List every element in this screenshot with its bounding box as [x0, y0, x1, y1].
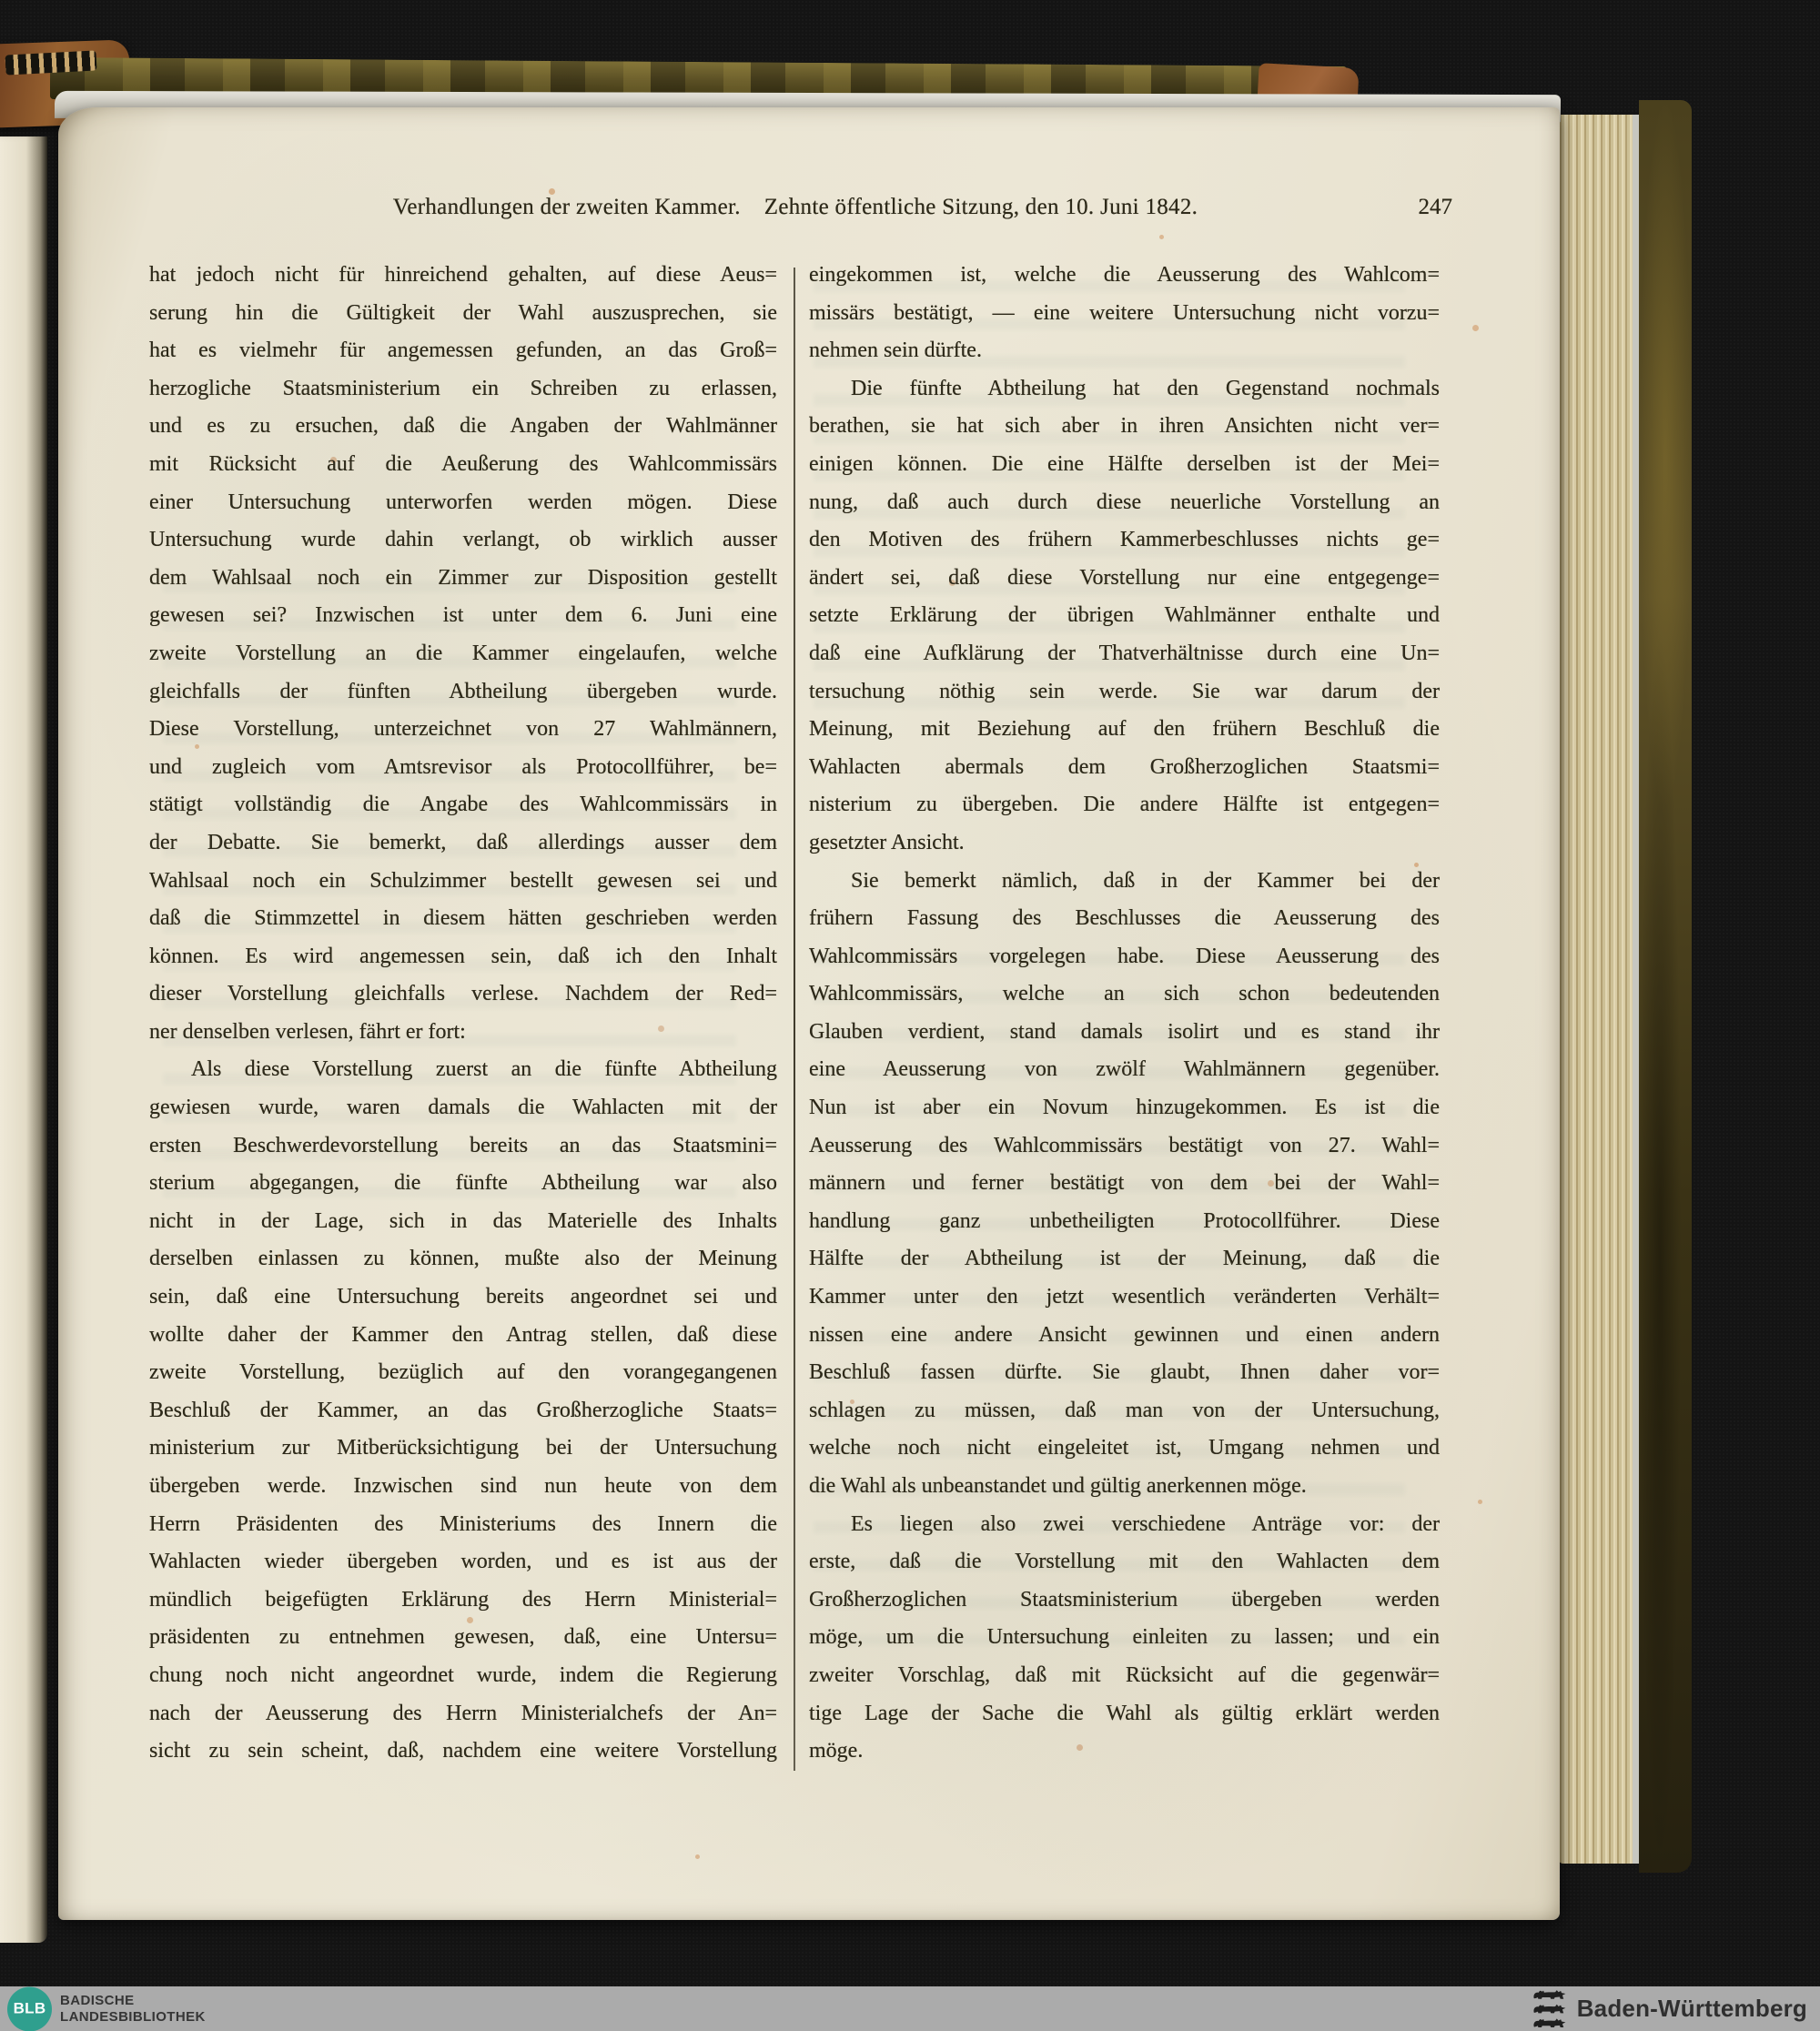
blb-abbr: BLB [13, 1999, 46, 2017]
text-line: Beschluß fassen dürfte. Sie glaubt, Ihnen daher vor= [809, 1360, 1440, 1385]
text-line: zweite Vorstellung an die Kammer eingelaufen, welche [149, 641, 777, 665]
text-line: einigen können. Die eine Hälfte derselben ist der Mei= [809, 451, 1440, 476]
text-line: eingekommen ist, welche die Aeusserung des Wahlcom= [809, 263, 1440, 287]
text-line: tige Lage der Sache die Wahl als gültig erklärt werden [809, 1701, 1440, 1725]
state-label: Baden-Württemberg [1576, 1995, 1807, 2022]
text-line: nehmen sein dürfte. [809, 338, 982, 363]
page-header [149, 195, 1441, 231]
book-cover-edge [1639, 100, 1692, 1873]
text-line: nung, daß auch durch diese neuerliche Vorstellung an [809, 490, 1440, 514]
text-line: den Motiven des frühern Kammerbeschlusses nichts ge= [809, 528, 1440, 552]
text-line: tersuchung nöthig sein werde. Sie war darum der [809, 679, 1440, 703]
library-name [60, 1993, 206, 2026]
text-line: mündlich beigefügten Erklärung des Herrn Ministerial= [149, 1587, 777, 1612]
text-line: möge, um die Untersuchung einleiten zu lassen; und ein [809, 1625, 1440, 1650]
text-line: stätigt vollständig die Angabe des Wahlcommissärs in [149, 793, 777, 817]
text-line: Sie bemerkt nämlich, daß in der Kammer bei der [851, 868, 1440, 893]
text-line: Kammer unter den jetzt wesentlich veränderten Verhält= [809, 1285, 1440, 1309]
text-line: dem Wahlsaal noch ein Zimmer zur Disposition gestellt [149, 565, 777, 590]
text-line: sicht zu sein scheint, daß, nachdem eine weitere Vorstellung [149, 1739, 777, 1763]
text-line: eine Aeusserung von zwölf Wahlmännern gegenüber. [809, 1057, 1440, 1082]
library-name-line2: LANDESBIBLIOTHEK [60, 2008, 206, 2025]
text-line: Wahlacten abermals dem Großherzoglichen Staatsmi= [809, 754, 1440, 779]
header-title: Verhandlungen der zweiten Kammer. [392, 195, 741, 219]
header-subtitle: Zehnte öffentliche Sitzung, den 10. Juni 1842. [763, 195, 1198, 219]
text-line: wollte daher der Kammer den Antrag stellen, daß diese [149, 1322, 777, 1347]
text-line: Glauben verdient, stand damals isolirt und es stand ihr [809, 1019, 1440, 1044]
text-line: nach der Aeusserung des Herrn Ministerialchefs der An= [149, 1701, 777, 1725]
text-line: welche noch nicht eingeleitet ist, Umgang nehmen und [809, 1436, 1440, 1460]
text-line: nicht in der Lage, sich in das Materielle des Inhalts [149, 1208, 777, 1233]
text-line: missärs bestätigt, — eine weitere Untersuchung nicht vorzu= [809, 300, 1440, 325]
text-line: Beschluß der Kammer, an das Großherzogliche Staats= [149, 1398, 777, 1422]
text-column-left [149, 257, 777, 1771]
book-fore-edge-pages [1558, 115, 1639, 1864]
state-branding [1532, 1988, 1807, 2030]
text-line: gesetzter Ansicht. [809, 830, 965, 854]
text-line: daß die Stimmzettel in diesem hätten geschrieben werden [149, 906, 777, 931]
text-line: Wahlacten wieder übergeben worden, und es ist aus der [149, 1550, 777, 1574]
text-line: können. Es wird angemessen sein, daß ich den Inhalt [149, 944, 777, 968]
text-line: Als diese Vorstellung zuerst an die fünfte Abtheilung [191, 1057, 777, 1082]
text-line: Wahlsaal noch ein Schulzimmer bestellt gewesen sei und [149, 868, 777, 893]
text-line: gewiesen wurde, waren damals die Wahlacten mit der [149, 1096, 777, 1120]
text-line: herzogliche Staatsministerium ein Schreiben zu erlassen, [149, 376, 777, 400]
text-line: männern und ferner bestätigt von dem bei der Wahl= [809, 1171, 1440, 1196]
text-line: die Wahl als unbeanstandet und gültig anerkennen möge. [809, 1474, 1307, 1498]
blb-logo-icon [7, 1986, 52, 2031]
text-line: einer Untersuchung unterworfen werden mögen. Diese [149, 490, 777, 514]
text-line: Meinung, mit Beziehung auf den frühern Beschluß die [809, 717, 1440, 742]
text-line: erste, daß die Vorstellung mit den Wahlacten dem [809, 1550, 1440, 1574]
text-line: setzte Erklärung der übrigen Wahlmänner enthalte und [809, 603, 1440, 628]
library-name-line1: BADISCHE [60, 1992, 135, 2008]
text-line: hat es vielmehr für angemessen gefunden, an das Groß= [149, 338, 777, 363]
text-line: Nun ist aber ein Novum hinzugekommen. Es ist die [809, 1096, 1440, 1120]
text-line: sterium abgegangen, die fünfte Abtheilung war also [149, 1171, 777, 1196]
text-line: möge. [809, 1739, 864, 1763]
book-page [58, 107, 1560, 1920]
text-line: nisterium zu übergeben. Die andere Hälfte ist entgegen= [809, 793, 1440, 817]
text-line: schlagen zu müssen, daß man von der Untersuchung, [809, 1398, 1440, 1422]
text-line: zweite Vorstellung, bezüglich auf den vorangegangenen [149, 1360, 777, 1385]
text-line: und es zu ersuchen, daß die Angaben der Wahlmänner [149, 414, 777, 439]
text-line: daß eine Aufklärung der Thatverhältnisse durch eine Un= [809, 641, 1440, 665]
text-line: zweiter Vorschlag, daß mit Rücksicht auf die gegenwär= [809, 1662, 1440, 1687]
text-line: berathen, sie hat sich aber in ihren Ansichten nicht ver= [809, 414, 1440, 439]
text-line: handlung ganz unbetheiligten Protocollführer. Diese [809, 1208, 1440, 1233]
text-line: hat jedoch nicht für hinreichend gehalten, auf diese Aeus= [149, 263, 777, 287]
text-line: und zugleich vom Amtsrevisor als Protocollführer, be= [149, 754, 777, 779]
text-column-right [809, 257, 1440, 1771]
text-line: ministerium zur Mitberücksichtigung bei der Untersuchung [149, 1436, 777, 1460]
text-line: ändert sei, daß diese Vorstellung nur eine entgegenge= [809, 565, 1440, 590]
text-line: der Debatte. Sie bemerkt, daß allerdings ausser dem [149, 830, 777, 854]
text-line: serung hin die Gültigkeit der Wahl auszusprechen, sie [149, 300, 777, 325]
text-line: nissen eine andere Ansicht gewinnen und einen andern [809, 1322, 1440, 1347]
text-line: derselben einlassen zu können, mußte also der Meinung [149, 1247, 777, 1271]
underlying-page-edge [0, 136, 47, 1943]
text-line: gleichfalls der fünften Abtheilung übergeben wurde. [149, 679, 777, 703]
text-line: gewesen sei? Inzwischen ist unter dem 6. Juni eine [149, 603, 777, 628]
text-line: Die fünfte Abtheilung hat den Gegenstand nochmals [851, 376, 1440, 400]
text-line: chung noch nicht angeordnet wurde, indem die Regierung [149, 1662, 777, 1687]
text-line: Diese Vorstellung, unterzeichnet von 27 Wahlmännern, [149, 717, 777, 742]
text-line: ersten Beschwerdevorstellung bereits an das Staatsmini= [149, 1133, 777, 1157]
text-line: mit Rücksicht auf die Aeußerung des Wahlcommissärs [149, 451, 777, 476]
text-line: Wahlcommissärs vorgelegen habe. Diese Aeusserung des [809, 944, 1440, 968]
text-line: übergeben werde. Inzwischen sind nun heute von dem [149, 1474, 777, 1498]
text-line: Großherzoglichen Staatsministerium übergeben werden [809, 1587, 1440, 1612]
text-line: sein, daß eine Untersuchung bereits angeordnet sei und [149, 1285, 777, 1309]
text-line: Es liegen also zwei verschiedene Anträge vor: der [851, 1511, 1440, 1536]
text-line: ner denselben verlesen, fährt er fort: [149, 1019, 466, 1044]
text-line: Herrn Präsidenten des Ministeriums des Innern die [149, 1511, 777, 1536]
baden-wuerttemberg-coat-of-arms-icon [1532, 1988, 1568, 2030]
text-line: Hälfte der Abtheilung ist der Meinung, daß die [809, 1247, 1440, 1271]
footer-bar [0, 1986, 1820, 2031]
text-line: dieser Vorstellung gleichfalls verlese. Nachdem der Red= [149, 982, 777, 1006]
text-line: frühern Fassung des Beschlusses die Aeusserung des [809, 906, 1440, 931]
text-line: Aeusserung des Wahlcommissärs bestätigt von 27. Wahl= [809, 1133, 1440, 1157]
text-line: Untersuchung wurde dahin verlangt, ob wirklich ausser [149, 528, 777, 552]
column-divider [794, 268, 795, 1771]
text-line: Wahlcommissärs, welche an sich schon bedeutenden [809, 982, 1440, 1006]
foxing-spots [58, 107, 63, 112]
text-line: präsidenten zu entnehmen gewesen, daß, eine Untersu= [149, 1625, 777, 1650]
page-number: 247 [1418, 195, 1452, 219]
